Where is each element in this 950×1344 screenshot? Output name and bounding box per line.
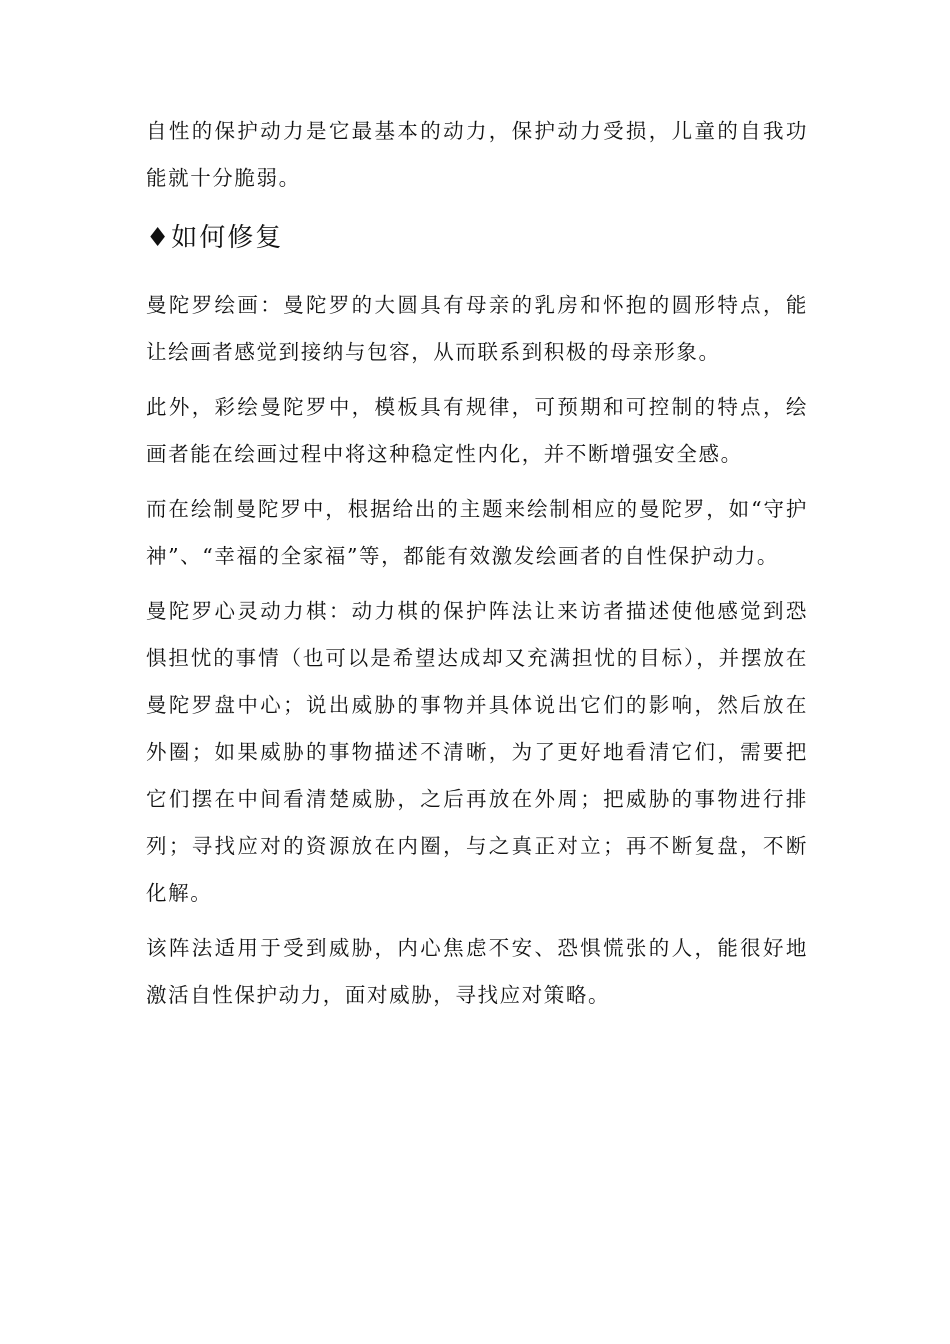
- paragraph-coloring-mandala: 此外，彩绘曼陀罗中，模板具有规律，可预期和可控制的特点，绘画者能在绘画过程中将这种稳定性内化，并不断增强安全感。: [146, 395, 808, 466]
- section-heading: ♦如何修复: [146, 223, 284, 253]
- document-body: [146, 108, 808, 1027]
- paragraph-dynamic-chess: 曼陀罗心灵动力棋：动力棋的保护阵法让来访者描述使他感觉到恐惧担忧的事情（也可以是希望达成却又充满担忧的目标），并摆放在曼陀罗盘中心；说出威胁的事物并具体说出它们的影响，然后放在外圈；如果威胁的事物描述不清晰，为了更好地看清它们，需要把它们摆在中间看清楚威胁，之后再放在外周；把威胁的事物进行排列；寻找应对的资源放在内圈，与之真正对立；再不断复盘，不断化解。: [146, 599, 808, 905]
- intro-paragraph: 自性的保护动力是它最基本的动力，保护动力受损，儿童的自我功能就十分脆弱。: [146, 119, 808, 190]
- paragraph-theme-mandala: 而在绘制曼陀罗中，根据给出的主题来绘制相应的曼陀罗，如“守护神”、“幸福的全家福”等，都能有效激发绘画者的自性保护动力。: [146, 497, 808, 568]
- paragraph-mandala-drawing: 曼陀罗绘画：曼陀罗的大圆具有母亲的乳房和怀抱的圆形特点，能让绘画者感觉到接纳与包容，从而联系到积极的母亲形象。: [146, 293, 808, 364]
- paragraph-applicability: 该阵法适用于受到威胁，内心焦虑不安、恐惧慌张的人，能很好地激活自性保护动力，面对威胁，寻找应对策略。: [146, 936, 808, 1007]
